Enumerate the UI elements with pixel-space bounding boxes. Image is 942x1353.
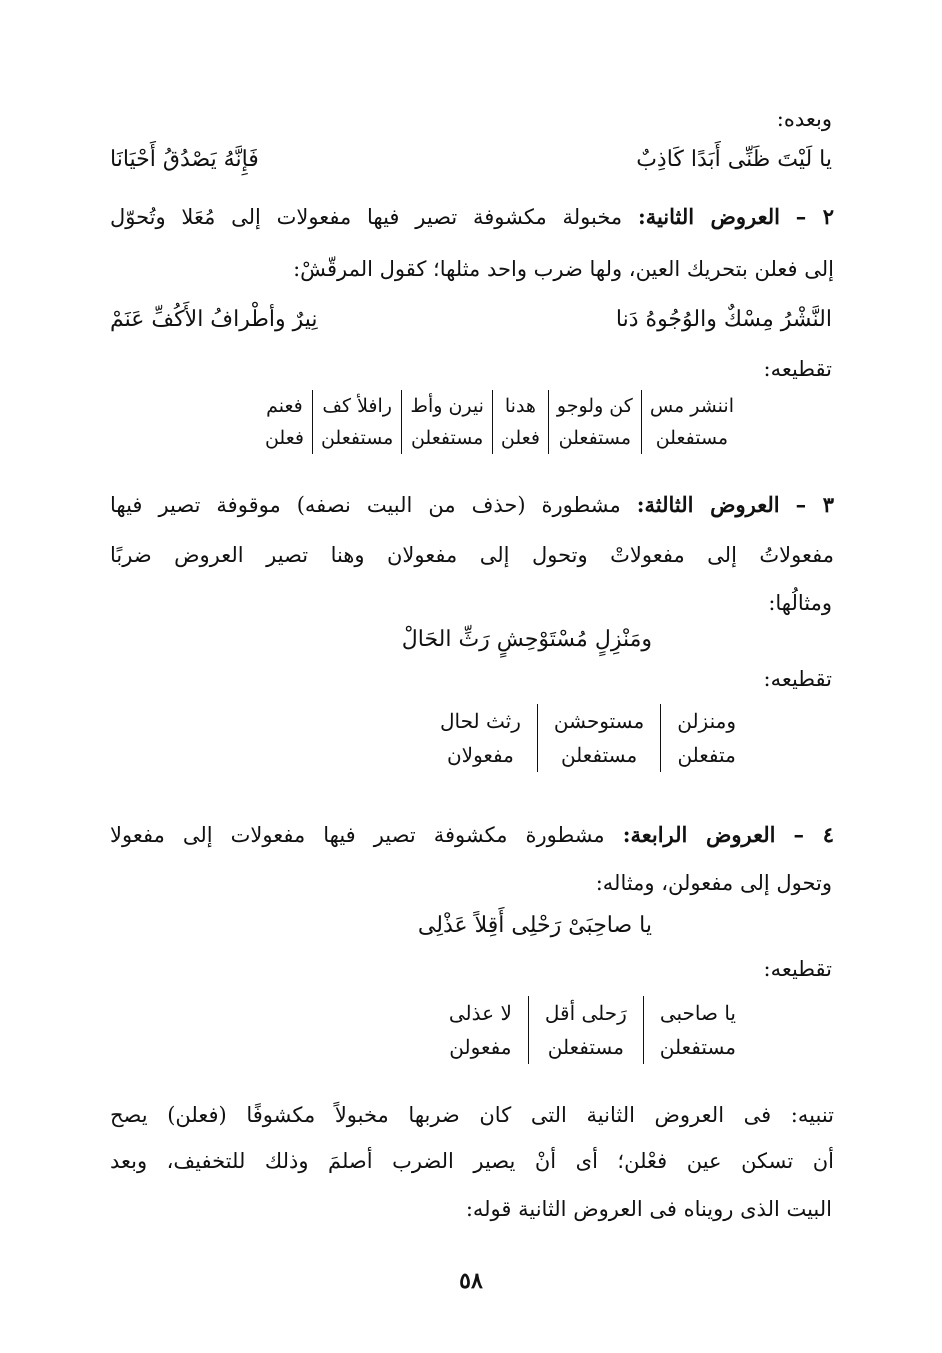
scansion-feet-row [424, 738, 752, 772]
section-3-line-2: مفعولاتُ إلى مفعولاتْ وتحول إلى مفعولان وهنا تصير العروض ضربًا [110, 543, 834, 567]
scan-foot: مفعولن [433, 1030, 528, 1064]
section-2-text: مخبولة مكشوفة تصير فيها مفعولات إلى مُعَلا وتُحوّل [110, 205, 623, 229]
section-4-scan-label: تقطيعه: [763, 957, 832, 981]
section-3-text: مشطورة (حذف من البيت نصفه) موقوفة تصير فيها [110, 493, 621, 517]
section-2-line-1 [110, 202, 834, 232]
scan-foot: متفعلن [677, 743, 736, 767]
section-4-title: العروض الرابعة: [622, 822, 776, 847]
section-2-number: ٢ – [795, 204, 834, 229]
section-2-scansion [257, 390, 742, 454]
section-3-scan-label: تقطيعه: [763, 667, 832, 691]
section-2-title: العروض الثانية: [637, 204, 780, 229]
section-4-text: مشطورة مكشوفة تصير فيها مفعولات إلى مفعولا [110, 823, 605, 847]
verse-1-second-hemistich: فَإِنَّهُ يَصْدُقُ أَحْيَانَا [110, 147, 259, 172]
scan-foot: فعلن [492, 422, 548, 454]
section-4-line-1 [110, 820, 834, 850]
section-3-number: ٣ – [795, 492, 834, 517]
verse-3: ومَنْزِلٍ مُسْتَوْحِشٍ رَثِّ الحَالْ [401, 627, 652, 652]
scan-foot: مستفعلن [537, 738, 660, 772]
section-4-number: ٤ – [793, 822, 834, 847]
scan-word: كن ولوجو [548, 390, 641, 422]
verse-2-first-hemistich: النَّشْرُ مِسْكٌ والوُجُوهُ دَنا [615, 307, 832, 332]
note-line-3: البيت الذى رويناه فى العروض الثانية قوله: [465, 1197, 832, 1221]
scansion-feet-row [257, 422, 742, 454]
scan-foot: مفعولان [424, 738, 537, 772]
page-number: ٥٨ [459, 1268, 483, 1294]
scan-foot: مستفعلن [312, 422, 401, 454]
section-2-scan-label: تقطيعه: [763, 357, 832, 381]
scansion-words-row [257, 390, 742, 422]
section-3-scansion [424, 704, 752, 772]
scan-foot: مستفعلن [655, 427, 729, 449]
scan-word: اننشر مس [649, 395, 734, 417]
scan-foot: مستفعلن [659, 1035, 736, 1059]
scan-word: رَحلى أقل [528, 996, 643, 1030]
scan-word: رثث لحال [424, 704, 537, 738]
verse-4: يا صاحِبَىْ رَحْلِى أَقِلاً عَذْلِى [417, 913, 652, 938]
scan-foot: مستفعلن [528, 1030, 643, 1064]
section-2-line-2: إلى فعلن بتحريك العين، ولها ضرب واحد مثلها؛ كقول المرقّشْ: [293, 257, 834, 281]
scansion-words-row [433, 996, 752, 1030]
scan-word: فعنم [257, 390, 313, 422]
scan-foot: مستفعلن [402, 422, 493, 454]
section-3-line-3: ومثالُها: [768, 591, 832, 615]
note-line-1: تنبيه: فى العروض الثانية التى كان ضربها مخبولاً مكشوفًا (فعلن) يصح [110, 1103, 834, 1127]
scansion-feet-row [433, 1030, 752, 1064]
scan-word: مستوحشن [537, 704, 660, 738]
intro-label: وبعده: [776, 107, 832, 131]
verse-2 [110, 304, 832, 336]
section-3-line-1 [110, 490, 834, 520]
scan-word: هدنا [492, 390, 548, 422]
scansion-words-row [424, 704, 752, 738]
section-4-line-2: وتحول إلى مفعولن، ومثاله: [595, 871, 832, 895]
scan-word: يا صاحبى [659, 1001, 736, 1025]
scan-foot: فعلن [257, 422, 313, 454]
note-line-2: أن تسكن عين فعْلن؛ أى أنْ يصير الضرب أصلمَ وذلك للتخفيف، وبعد [110, 1149, 834, 1173]
scan-word: رافلأ كف [312, 390, 401, 422]
scan-word: نيرن وأط [402, 390, 493, 422]
section-4-scansion [433, 996, 752, 1064]
verse-2-second-hemistich: نِيرٌ وأطْرافُ الأَكُفِّ عَنَمْ [110, 307, 318, 332]
scan-word: ومنزلن [677, 709, 736, 733]
verse-1 [110, 144, 832, 176]
verse-1-first-hemistich: يا لَيْتَ ظَنِّى أَبَدًا كَاذِبٌ [636, 147, 832, 172]
scan-word: لا عذلى [433, 996, 528, 1030]
scan-foot: مستفعلن [548, 422, 641, 454]
section-3-title: العروض الثالثة: [636, 492, 780, 517]
